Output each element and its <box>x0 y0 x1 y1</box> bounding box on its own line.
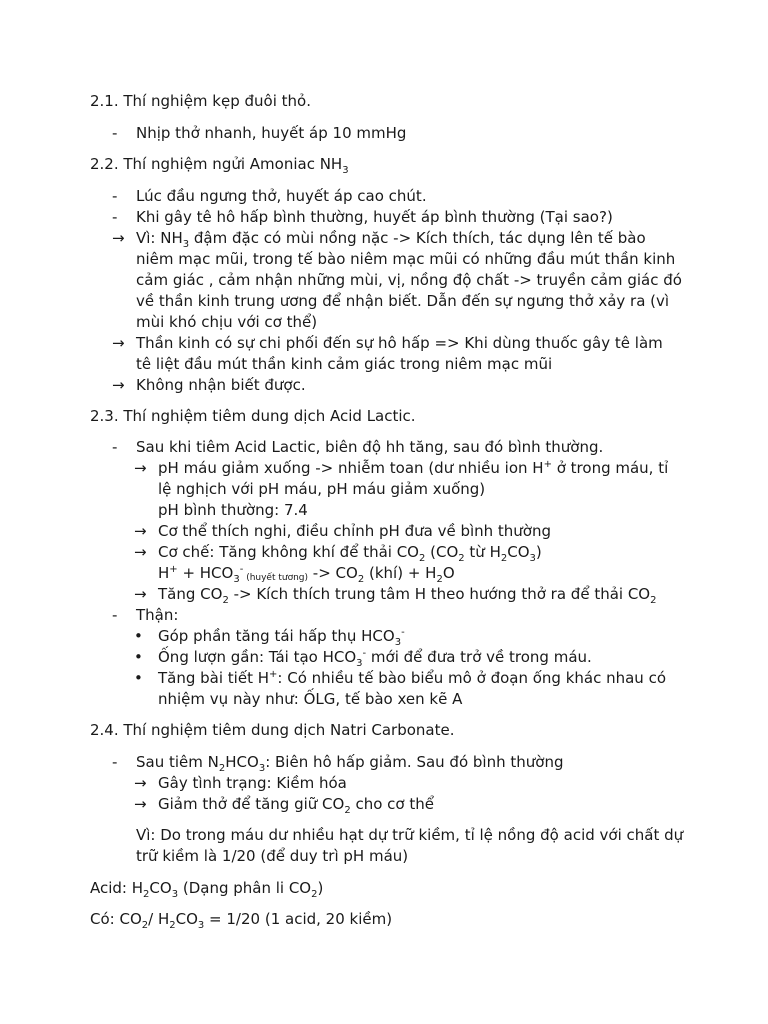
list-item <box>112 228 682 333</box>
dash-marker: - <box>112 753 118 771</box>
list-item-text: Không nhận biết được. <box>136 376 306 394</box>
heading-2-3 <box>90 406 416 427</box>
text-run: (CO <box>425 543 459 561</box>
list-item-text <box>158 542 686 589</box>
text-run: ) <box>535 543 542 561</box>
text-run: CO <box>175 910 198 928</box>
subscript: 3 <box>182 239 190 250</box>
heading-text: 2.3. Thí nghiệm tiêm dung dịch Acid Lactic. <box>90 407 416 425</box>
list-item-text: Sau khi tiêm Acid Lactic, biên độ hh tăng, sau đó bình thường. <box>136 438 604 456</box>
paragraph-text: Vì: Do trong máu dư nhiều hạt dự trữ kiềm, tỉ lệ nồng độ acid với chất dự trữ kiềm là 1/20 (để duy trì pH máu) <box>136 826 684 865</box>
list-item-text <box>158 626 686 647</box>
text-run: Cơ chế: Tăng không khí để thải CO <box>158 543 419 561</box>
arrow-marker: → <box>134 459 147 477</box>
text-run: : Biên hô hấp giảm. Sau đó bình thường <box>265 753 564 771</box>
subscript: 2 <box>357 574 365 585</box>
dash-marker: - <box>112 187 118 205</box>
text-run: -> CO <box>308 564 358 582</box>
superscript: + <box>169 564 178 575</box>
dash-marker: - <box>112 606 118 624</box>
arrow-marker: → <box>134 543 147 561</box>
subscript: 3 <box>258 763 266 774</box>
arrow-marker: → <box>134 585 147 603</box>
subscript: 2 <box>650 595 657 606</box>
equation-note: (huyết tương) <box>243 573 309 583</box>
superscript: - <box>401 627 405 638</box>
text-run: ở trong máu, tỉ lệ nghịch với pH máu, pH máu giảm xuống) <box>158 459 669 498</box>
list-item-text: Gây tình trạng: Kiềm hóa <box>158 774 347 792</box>
subscript: 2 <box>141 920 149 931</box>
text-run: ) <box>317 879 324 897</box>
heading-2-4 <box>90 720 455 741</box>
subscript: 2 <box>418 553 426 564</box>
text-run: pH bình thường: 7.4 <box>158 501 308 519</box>
bullet-marker: • <box>134 669 143 687</box>
subscript: 2 <box>143 889 150 900</box>
arrow-marker: → <box>112 376 125 394</box>
list-item-text: Thận: <box>136 606 179 624</box>
superscript: + <box>543 459 552 470</box>
text-run: -> Kích thích trung tâm H theo hướng thở ra để thải CO <box>228 585 651 603</box>
list-item <box>134 647 686 668</box>
text-run: Giảm thở để tăng giữ CO <box>158 795 345 813</box>
list-item <box>134 794 686 815</box>
text-run: cho cơ thể <box>350 795 434 813</box>
subscript: 3 <box>394 637 402 648</box>
text-run: từ H <box>464 543 501 561</box>
list-item <box>134 521 686 542</box>
list-item <box>134 668 686 710</box>
superscript: + <box>269 669 278 680</box>
list-item <box>134 542 686 589</box>
text-run: mới để đưa trở về trong máu. <box>366 648 592 666</box>
list-item <box>112 333 682 375</box>
text-run: Ống lượn gần: Tái tạo HCO <box>158 648 357 666</box>
list-item-text: Nhịp thở nhanh, huyết áp 10 mmHg <box>136 124 407 142</box>
text-run: (Dạng phân li CO <box>178 879 312 897</box>
text-run: = 1/20 (1 acid, 20 kiềm) <box>204 910 393 928</box>
arrow-marker: → <box>112 229 125 247</box>
subscript: 2 <box>500 553 508 564</box>
dash-marker: - <box>112 438 118 456</box>
text-run: Vì: NH <box>136 229 183 247</box>
text-run: H <box>158 564 170 582</box>
equation <box>158 564 455 585</box>
dash-marker: - <box>112 124 118 142</box>
text-run: Góp phần tăng tái hấp thụ HCO <box>158 627 395 645</box>
text-run: (khí) + H <box>364 564 437 582</box>
subscript: 2 <box>222 595 229 606</box>
text-run: pH máu giảm xuống -> nhiễm toan (dư nhiều ion H <box>158 459 544 477</box>
list-item-text: Thần kinh có sự chi phối đến sự hô hấp => Khi dùng thuốc gây tê làm tê liệt đầu mút thần kinh cảm giác trong niêm mạc mũi <box>136 334 663 373</box>
bullet-marker: • <box>134 627 143 645</box>
list-item <box>134 773 686 794</box>
list-item <box>112 752 682 773</box>
text-run: Tăng CO <box>158 585 223 603</box>
subscript: 3 <box>342 165 349 176</box>
subscript: 3 <box>197 920 205 931</box>
list-item-text <box>158 794 686 815</box>
list-item <box>112 437 682 458</box>
dash-marker: - <box>112 208 118 226</box>
subscript: 3 <box>171 889 179 900</box>
subscript: 2 <box>218 763 226 774</box>
arrow-marker: → <box>134 795 147 813</box>
text-run: / H <box>148 910 170 928</box>
list-item-text <box>136 228 682 333</box>
text-run: CO <box>507 543 530 561</box>
subscript: 3 <box>529 553 536 564</box>
text-run: : Có nhiều tế bào biểu mô ở đoạn ống khác nhau có nhiệm vụ này như: ỐLG, tế bào xen kẽ A <box>158 669 667 708</box>
subscript: 2 <box>458 553 465 564</box>
text-run: đậm đặc có mùi nồng nặc -> Kích thích, tác dụng lên tế bào niêm mạc mũi, trong tế bào niêm mạc mũi có những đầu mút thần kinh cảm giác , cảm nhận những mùi, vị, nồng độ chất -> truyền cảm giác đó về thần kinh trung ương để nhận biết. Dẫn đến sự ngưng thở xảy ra (vì mùi khó chịu với cơ thể) <box>136 229 682 331</box>
list-item-text <box>158 458 686 521</box>
text-run: Tăng bài tiết H <box>158 669 270 687</box>
arrow-marker: → <box>134 522 147 540</box>
text-run: HCO <box>225 753 259 771</box>
list-item <box>112 605 682 626</box>
text-run: CO <box>149 879 172 897</box>
list-item-text: Cơ thể thích nghi, điều chỉnh pH đưa về bình thường <box>158 522 552 540</box>
bullet-marker: • <box>134 648 143 666</box>
subscript: 2 <box>311 889 318 900</box>
text-run: Sau tiêm N <box>136 753 219 771</box>
heading-text: 2.2. Thí nghiệm ngửi Amoniac NH <box>90 155 343 173</box>
superscript: - <box>239 564 244 575</box>
superscript: - <box>362 648 367 659</box>
arrow-marker: → <box>112 334 125 352</box>
subscript: 2 <box>436 574 443 585</box>
list-item <box>112 123 682 144</box>
list-item <box>112 375 682 396</box>
list-item-text <box>158 584 686 605</box>
list-item-text <box>158 647 686 668</box>
list-item <box>134 626 686 647</box>
subscript: 3 <box>233 574 240 585</box>
text-run: O <box>442 564 455 582</box>
list-item <box>134 458 686 521</box>
subscript: 2 <box>169 920 176 931</box>
text-run: Có: CO <box>90 910 142 928</box>
arrow-marker: → <box>134 774 147 792</box>
heading-text: 2.4. Thí nghiệm tiêm dung dịch Natri Carbonate. <box>90 721 455 739</box>
text-run: Acid: H <box>90 879 144 897</box>
list-item-text <box>158 668 686 710</box>
ratio-line <box>90 909 392 930</box>
list-item-text <box>136 752 682 773</box>
list-item <box>112 207 682 228</box>
list-item-text: Khi gây tê hô hấp bình thường, huyết áp bình thường (Tại sao?) <box>136 208 613 226</box>
subscript: 2 <box>344 805 351 816</box>
text-run: + HCO <box>177 564 234 582</box>
heading-text: 2.1. Thí nghiệm kẹp đuôi thỏ. <box>90 92 311 110</box>
acid-line <box>90 878 323 899</box>
list-item <box>134 584 686 605</box>
list-item-text: Lúc đầu ngưng thở, huyết áp cao chút. <box>136 187 427 205</box>
heading-2-1 <box>90 91 311 112</box>
list-item <box>112 186 682 207</box>
paragraph <box>136 825 696 867</box>
subscript: 3 <box>356 658 363 669</box>
heading-2-2 <box>90 154 349 175</box>
